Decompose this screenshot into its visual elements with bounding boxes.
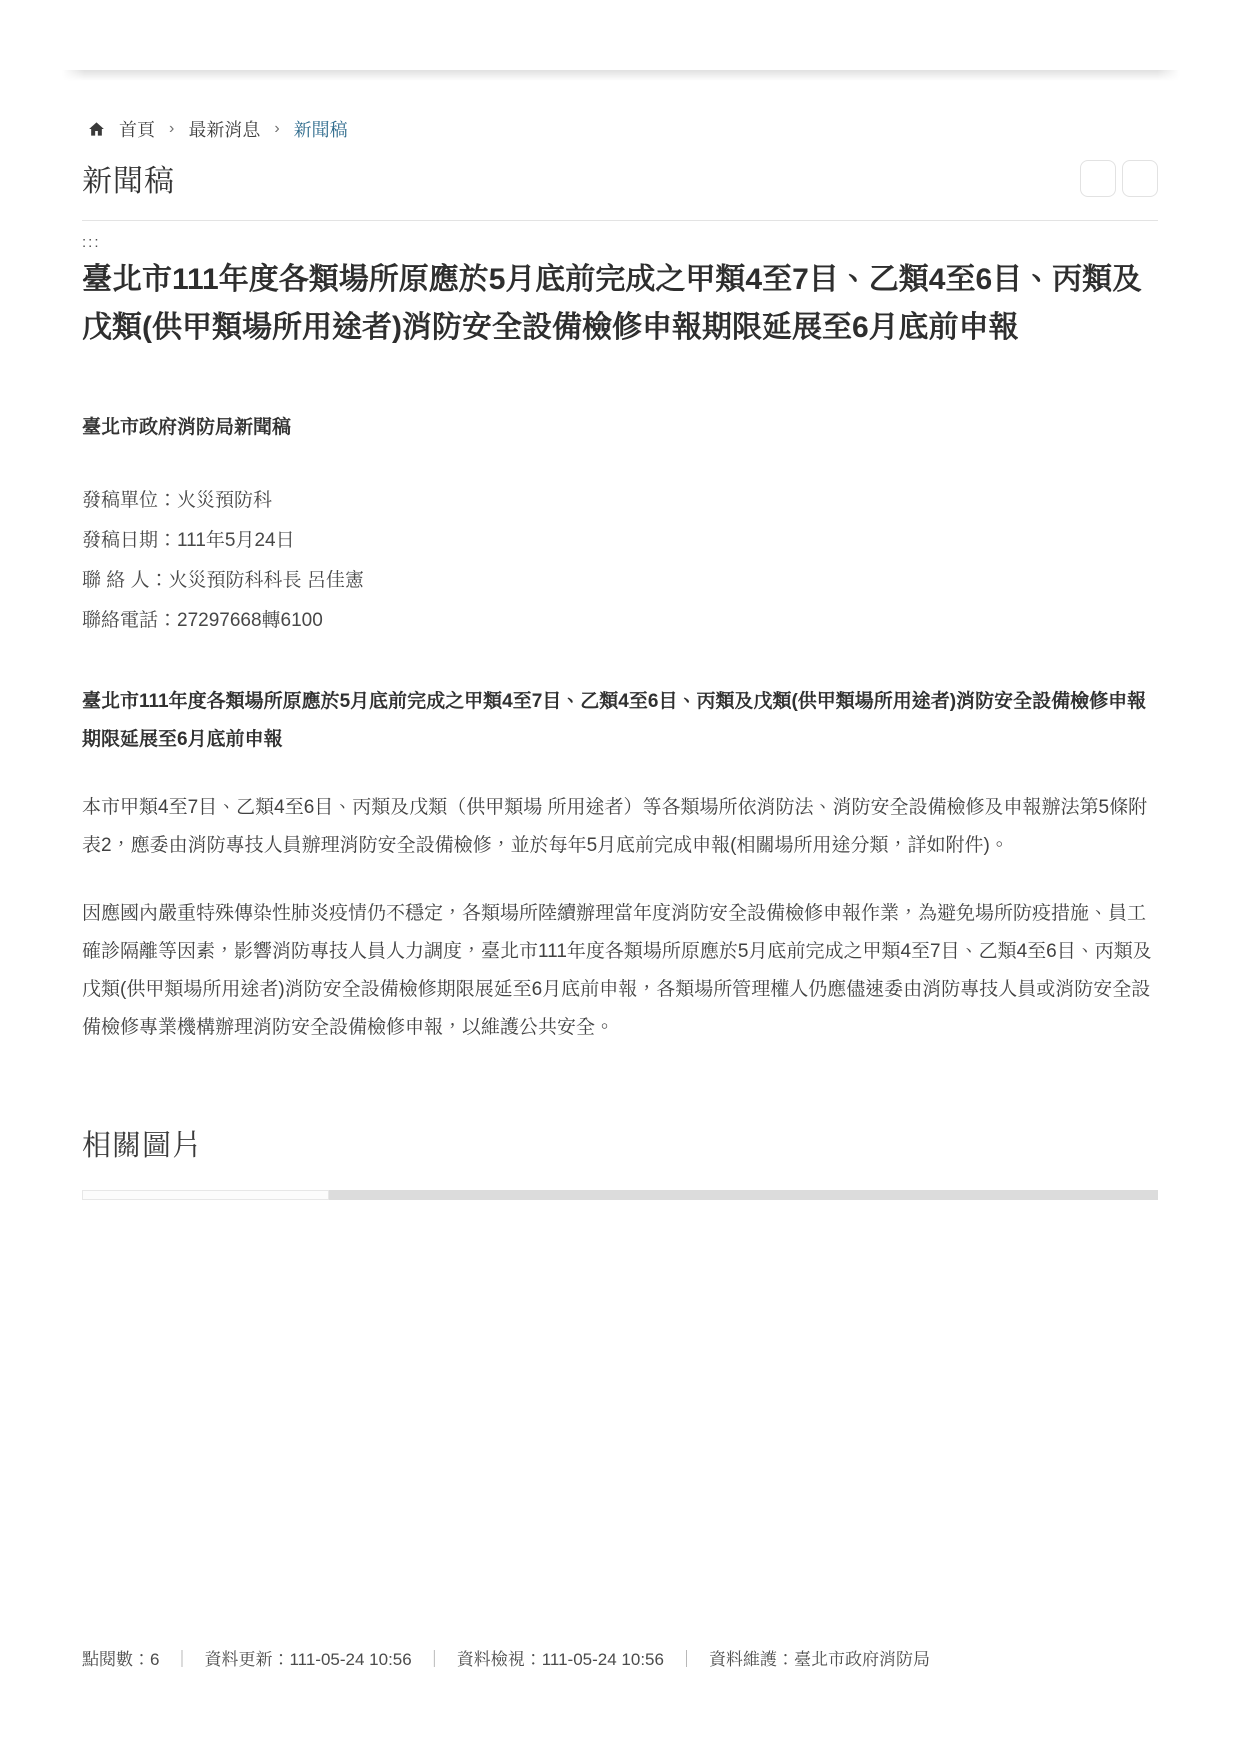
meta-view-count: 點閱數：6 (82, 1650, 160, 1669)
breadcrumb-separator: › (169, 120, 175, 137)
page-title-row (82, 156, 1158, 200)
footer-separator: ｜ (677, 1650, 695, 1669)
accessibility-anchor: ::: (82, 234, 101, 251)
title-action-buttons (1080, 160, 1158, 197)
content-container (82, 0, 1158, 1200)
info-contact-phone: 聯絡電話：27297668轉6100 (82, 609, 323, 631)
breadcrumb-separator: › (274, 120, 280, 137)
meta-data-maintained-by: 資料維護：臺北市政府消防局 (708, 1650, 930, 1669)
footer-separator: ｜ (425, 1650, 443, 1669)
print-button[interactable] (1122, 160, 1158, 197)
scrollbar-thumb[interactable] (82, 1190, 329, 1200)
info-contact-person: 聯 絡 人：火災預防科科長 呂佳憲 (82, 569, 364, 591)
article-title: 臺北市111年度各類場所原應於5月底前完成之甲類4至7目、乙類4至6目、丙類及戊類(供甲類場所用途者)消防安全設備檢修申報期限延展至6月底前申報 (82, 262, 1143, 344)
article-paragraph-2: 因應國內嚴重特殊傳染性肺炎疫情仍不穩定，各類場所陸續辦理當年度消防安全設備檢修申報作業，為避免場所防疫措施、員工確診隔離等因素，影響消防專技人員人力調度，臺北市111年度各類場所原應於5月底前完成之甲類4至7目、乙類4至6目、丙類及戊類(供甲類場所用途者)消防安全設備檢修期限展延至6月底前申報，各類場所管理權人仍應儘速委由消防專技人員或消防安全設備檢修專業機構辦理消防安全設備檢修申報，以維護公共安全。 (82, 902, 1152, 1038)
home-icon[interactable] (88, 121, 105, 137)
article-subject: 臺北市111年度各類場所原應於5月底前完成之甲類4至7目、乙類4至6目、丙類及戊類(供甲類場所用途者)消防安全設備檢修申報期限延展至6月底前申報 (82, 690, 1147, 750)
article-info-block (82, 481, 1158, 641)
title-divider (82, 220, 1158, 221)
meta-data-updated: 資料更新：111-05-24 10:56 (204, 1650, 412, 1669)
related-images-heading: 相關圖片 (82, 1129, 203, 1162)
footer-separator: ｜ (173, 1650, 191, 1669)
article-paragraph-1: 本市甲類4至7目、乙類4至6目、丙類及戊類（供甲類場 所用途者）等各類場所依消防法、消防安全設備檢修及申報辦法第5條附表2，應委由消防專技人員辦理消防安全設備檢修，並於每年5月底前完成申報(相關場所用途分類，詳如附件)。 (82, 796, 1148, 856)
related-images-scrollbar[interactable] (82, 1190, 1158, 1200)
breadcrumb-home[interactable]: 首頁 (119, 120, 155, 140)
page-meta-footer-inner (82, 1645, 1158, 1670)
breadcrumb-press-release[interactable]: 新聞稿 (293, 120, 348, 140)
page-meta-footer (0, 1645, 1240, 1670)
page-title: 新聞稿 (82, 165, 175, 198)
meta-data-reviewed: 資料檢視：111-05-24 10:56 (456, 1650, 664, 1669)
info-issuing-unit: 發稿單位：火災預防科 (82, 489, 273, 511)
info-issue-date: 發稿日期：111年5月24日 (82, 529, 295, 551)
breadcrumb (82, 116, 1158, 142)
article-source-line: 臺北市政府消防局新聞稿 (82, 416, 292, 438)
breadcrumb-latest-news[interactable]: 最新消息 (188, 120, 261, 140)
share-button[interactable] (1080, 160, 1116, 197)
